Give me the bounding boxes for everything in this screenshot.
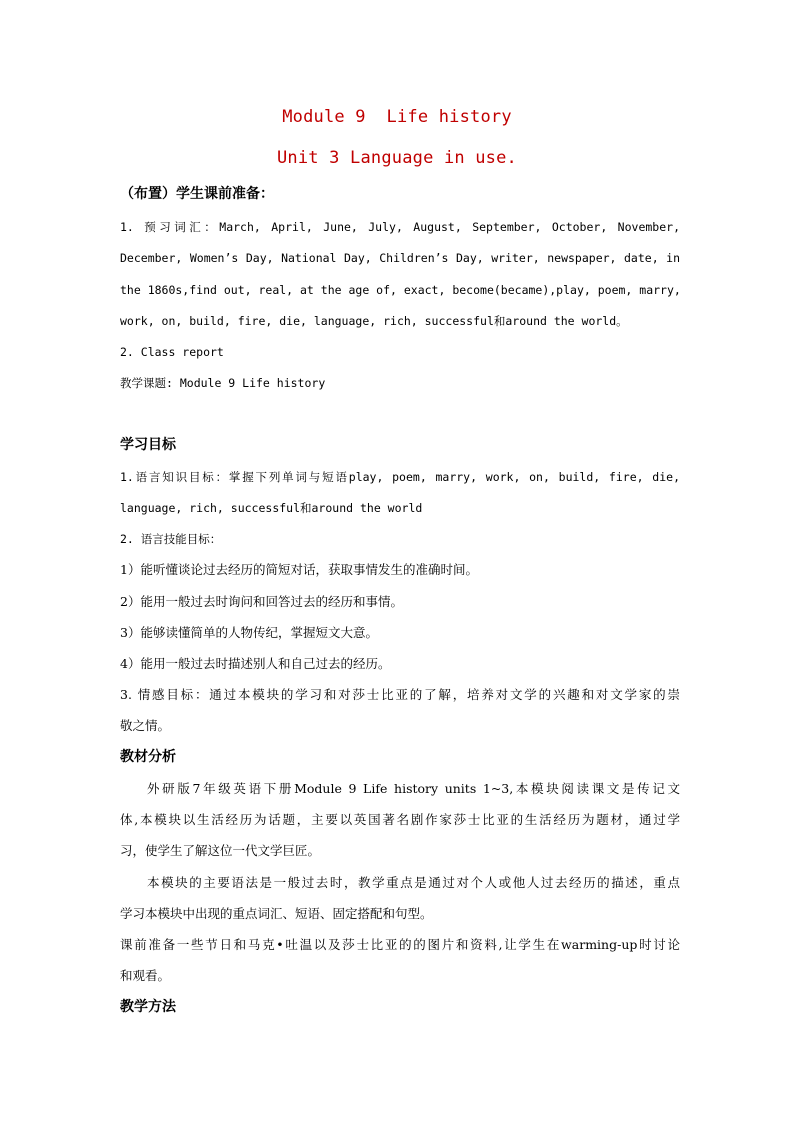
prep-heading: （布置）学生课前准备： [120, 186, 274, 202]
module-title: Module 9 Life history [282, 107, 512, 127]
prep-line: the 1860s,find out, real, at the age of, exact, become(became),play, poem, marry, [120, 283, 681, 297]
goal-line: 敬之情。 [120, 718, 171, 733]
goal-line: 1）能听懂谈论过去经历的简短对话，获取事情发生的准确时间。 [120, 562, 478, 577]
analysis-line: 本模块的主要语法是一般过去时，教学重点是通过对个人或他人过去经历的描述，重点 [147, 875, 680, 890]
prep-line: work, on, build, fire, die, language, rich, successful和around the world。 [120, 314, 628, 328]
analysis-line: 学习本模块中出现的重点词汇、短语、固定搭配和句型。 [120, 906, 433, 921]
goal-line: 3. 情感目标：通过本模块的学习和对莎士比亚的了解，培养对文学的兴趣和对文学家的崇 [120, 687, 680, 702]
goal-line: 2. 语言技能目标： [120, 532, 222, 546]
goal-line: 3）能够读懂简单的人物传纪，掌握短文大意。 [120, 625, 378, 640]
goal-line: 4）能用一般过去时描述别人和自己过去的经历。 [120, 656, 391, 671]
goal-line: 1.语言知识目标：掌握下列单词与短语play, poem, marry, work, on, build, fire, die, [120, 470, 680, 484]
analysis-line: 习，使学生了解这位一代文学巨匠。 [120, 843, 321, 858]
analysis-heading: 教材分析 [120, 749, 176, 765]
methods-heading: 教学方法 [120, 999, 176, 1015]
analysis-line: 体,本模块以生活经历为话题，主要以英国著名剧作家莎士比亚的生活经历为题材，通过学 [120, 812, 680, 827]
analysis-line: 课前准备一些节日和马克•吐温以及莎士比亚的的图片和资料,让学生在warming-up时讨论 [120, 937, 680, 952]
prep-line: December, Women’s Day, National Day, Children’s Day, writer, newspaper, date, in [120, 251, 680, 265]
goals-heading: 学习目标 [120, 437, 176, 453]
goal-line: language, rich, successful和around the world [120, 501, 423, 515]
unit-subtitle: Unit 3 Language in use. [276, 148, 517, 168]
analysis-line: 和观看。 [120, 968, 171, 983]
analysis-line: 外研版7年级英语下册Module 9 Life history units 1~3,本模块阅读课文是传记文 [147, 781, 680, 796]
prep-line: 1. 预习词汇：March, April, June, July, August, September, October, November, [120, 220, 680, 234]
lesson-topic: 教学课题: Module 9 Life history [120, 376, 326, 390]
prep-line: 2. Class report [120, 345, 224, 359]
goal-line: 2）能用一般过去时询问和回答过去的经历和事情。 [120, 594, 403, 609]
